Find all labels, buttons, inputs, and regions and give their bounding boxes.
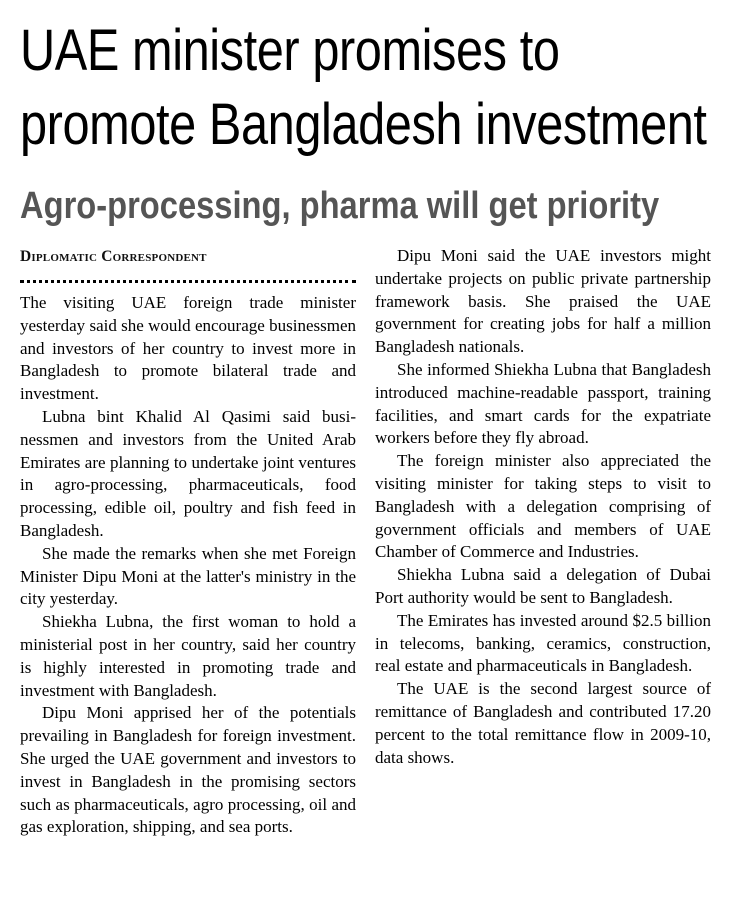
- byline: Diplomatic Correspondent: [20, 248, 207, 265]
- paragraph: Lubna bint Khalid Al Qasimi said businessmen and investors from the United Arab Emirates are planning to undertake joint ventures in agro-processing, pharmaceuticals, food processing, edible oil, poultry and fish feed in Bangladesh.: [20, 406, 356, 540]
- headline-line-2: promote Bangladesh investment: [20, 92, 707, 157]
- paragraph: Dipu Moni said the UAE investors might undertake projects on public private partnership framework basis. She praised the UAE government for creating jobs for half a million Bangladesh nationals.: [375, 246, 711, 357]
- paragraph: The UAE is the second largest source of remittance of Bangladesh and contributed 17.20 percent to the total remittance flow in 2009-10, data shows.: [375, 679, 711, 767]
- right-column: [375, 245, 711, 769]
- paragraph: Shiekha Lubna said a delegation of Dubai Port authority would be sent to Bangladesh.: [375, 565, 711, 607]
- headline-line-1: UAE minister promises to: [20, 18, 560, 83]
- paragraph: Shiekha Lubna, the first woman to hold a ministerial post in her country, said her country is highly interested in promoting trade and investment with Bangladesh.: [20, 612, 356, 700]
- paragraph: She informed Shiekha Lubna that Bangladesh introduced machine-readable passport, training facilities, and smart cards for the expatriate workers before they fly abroad.: [375, 359, 711, 448]
- left-column: [20, 292, 356, 839]
- paragraph: The visiting UAE foreign trade minister yesterday said she would encourage businessmen and investors of her country to invest more in Bangladesh to promote bilateral trade and investment.: [20, 293, 356, 404]
- paragraph: The Emirates has invested around $2.5 billion in telecoms, banking, ceramics, construction, real estate and pharmaceuticals in Bangladesh.: [375, 610, 711, 676]
- headline: [20, 14, 707, 162]
- byline-divider: [20, 270, 356, 283]
- paragraph: The foreign minister also appreciated the visiting minister for taking steps to visit to Bangladesh with a delegation comprising of government officials and members of UAE Chamber of Commerce and Industries.: [375, 451, 711, 562]
- paragraph: She made the remarks when she met Foreign Minister Dipu Moni at the latter's ministry in the city yesterday.: [20, 543, 356, 609]
- subheadline: Agro-processing, pharma will get priority: [20, 185, 660, 227]
- paragraph: Dipu Moni apprised her of the potentials prevailing in Bangladesh for foreign investment. She urged the UAE government and investors to invest in Bangladesh in the promising sectors such as pharmaceuticals, agro processing, oil and gas exploration, shipping, and sea ports.: [20, 703, 356, 837]
